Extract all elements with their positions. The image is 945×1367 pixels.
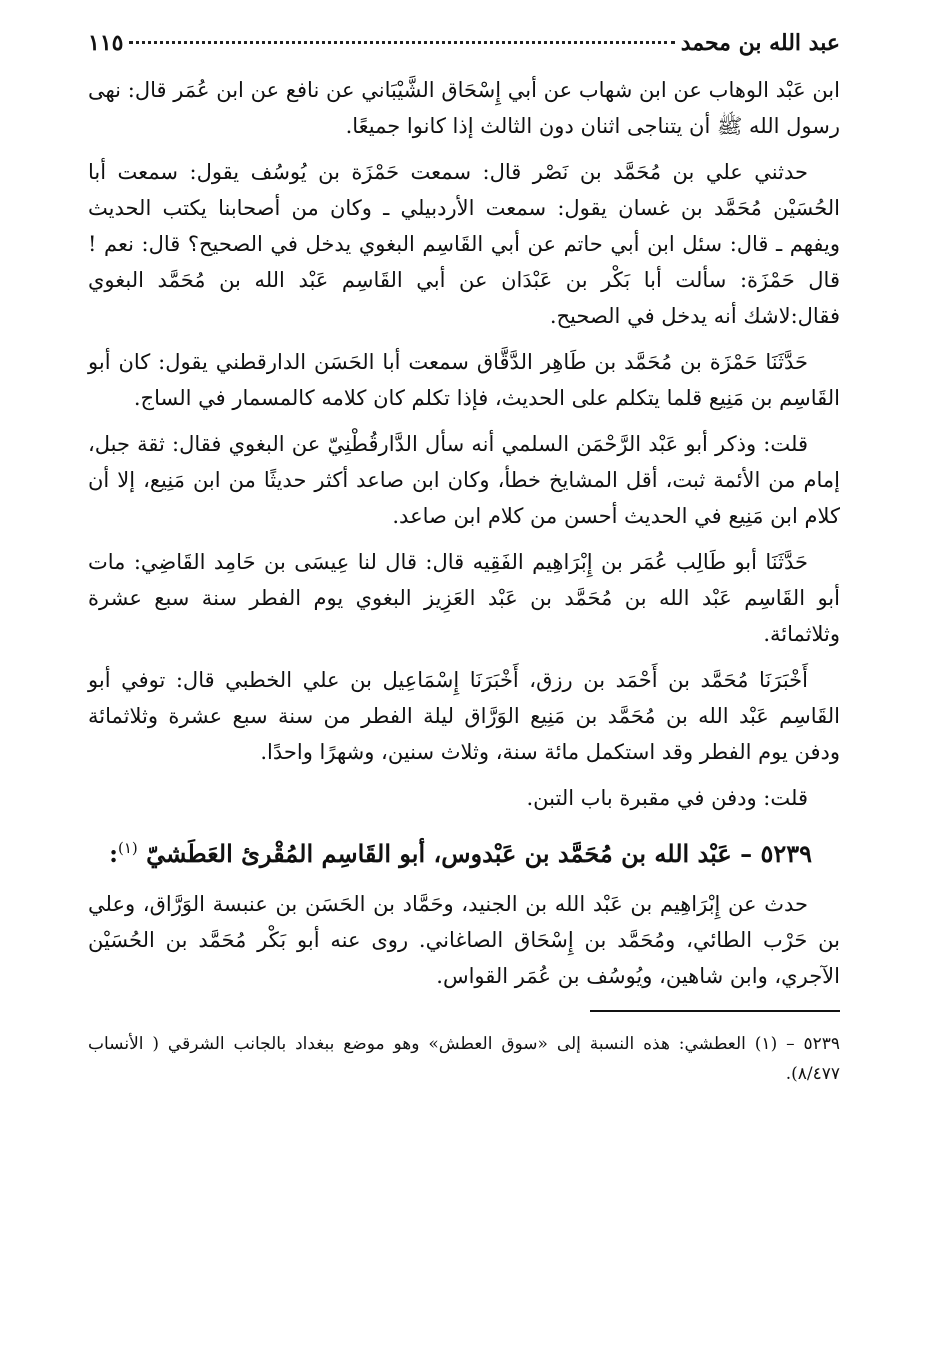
footnote-separator [590,1010,840,1012]
entry-heading-text: ٥٢٣٩ – عَبْد الله بن مُحَمَّد بن عَبْدوس، أبو القَاسِم المُقْرئ العَطَشيّ [146,839,812,868]
footnote-reference: (١) [117,839,138,857]
paragraph: ابن عَبْد الوهاب عن ابن شهاب عن أبي إِسْحَاق الشَّيْبَاني عن نافع عن ابن عُمَر قال: نهى رسول الله ﷺ أن يتناجى اثنان دون الثالث إذا كانوا جميعًا. [88,78,840,138]
paragraph: حَدَّثَنَا أبو طَالِب عُمَر بن إِبْرَاهِيم الفَقِيه قال: قال لنا عِيسَى بن حَامِد القَاضِي: مات أبو القَاسِم عَبْد الله بن مُحَمَّد بن عَبْد العَزِيز البغوي يوم الفطر سنة سبع عشرة وثلاثمائة. [88,550,840,646]
paragraph: قلت: ودفن في مقبرة باب التبن. [526,786,808,810]
running-title: عبد الله بن محمد [680,30,840,56]
page-number: ١١٥ [88,30,124,56]
entry-heading-colon: : [109,839,118,868]
entry-body: حدث عن إِبْرَاهِيم بن عَبْد الله بن الجنيد، وحَمَّاد بن الحَسَن بن عنبسة الوَرَّاق، وعلي بن حَرْب الطائي، ومُحَمَّد بن إِسْحَاق الصاغاني. روى عنه أبو بَكْر مُحَمَّد بن الحُسَيْن الآجري، وابن شاهين، ويُوسُف بن عُمَر القواس. [88,892,840,988]
entry-heading [88,826,840,876]
paragraph: قلت: وذكر أبو عَبْد الرَّحْمَن السلمي أنه سأل الدَّارقُطْنِيّ عن البغوي فقال: ثقة جبل، إمام من الأئمة ثبت، أقل المشايخ خطأ، وكان ابن صاعد أكثر حديثًا من ابن مَنِيع، إلا أن كلام ابن مَنِيع في الحديث أحسن من كلام ابن صاعد. [88,432,840,528]
header-dot-leader [129,41,674,44]
footnote: ٥٢٣٩ – (١) العطشي: هذه النسبة إلى «سوق العطش» وهو موضع ببغداد بالجانب الشرقي ( الأنساب ٨/٤٧٧). [88,1034,840,1084]
page-header [88,30,840,72]
paragraph: حَدَّثَنَا حَمْزَة بن مُحَمَّد بن طَاهِر الدَّقَّاق سمعت أبا الحَسَن الدارقطني يقول: كان أبو القَاسِم بن مَنِيع قلما يتكلم على الحديث، فإذا تكلم كان كلامه كالمسمار في الساج. [88,350,840,410]
paragraph: أَخْبَرَنَا مُحَمَّد بن أَحْمَد بن رزق، أَخْبَرَنَا إِسْمَاعِيل بن علي الخطبي قال: توفي أبو القَاسِم عَبْد الله بن مُحَمَّد بن مَنِيع الوَرَّاق ليلة الفطر من سنة سبع عشرة وثلاثمائة ودفن يوم الفطر وقد استكمل مائة سنة، وثلاث سنين، وشهرًا واحدًا. [88,668,840,764]
paragraph: حدثني علي بن مُحَمَّد بن نَصْر قال: سمعت حَمْزَة بن يُوسُف يقول: سمعت أبا الحُسَيْن مُحَمَّد بن غسان يقول: سمعت الأردبيلي ـ وكان من أصحابنا يكتب الحديث ويفهم ـ قال: سئل ابن أبي حاتم عن أبي القَاسِم البغوي يدخل في الصحيح؟ قال: نعم ! قال حَمْزَة: سألت أبا بَكْر بن عَبْدَان عن أبي القَاسِم عَبْد الله بن مُحَمَّد البغوي فقال:لاشك أنه يدخل في الصحيح. [88,160,840,328]
book-page [88,30,840,1350]
